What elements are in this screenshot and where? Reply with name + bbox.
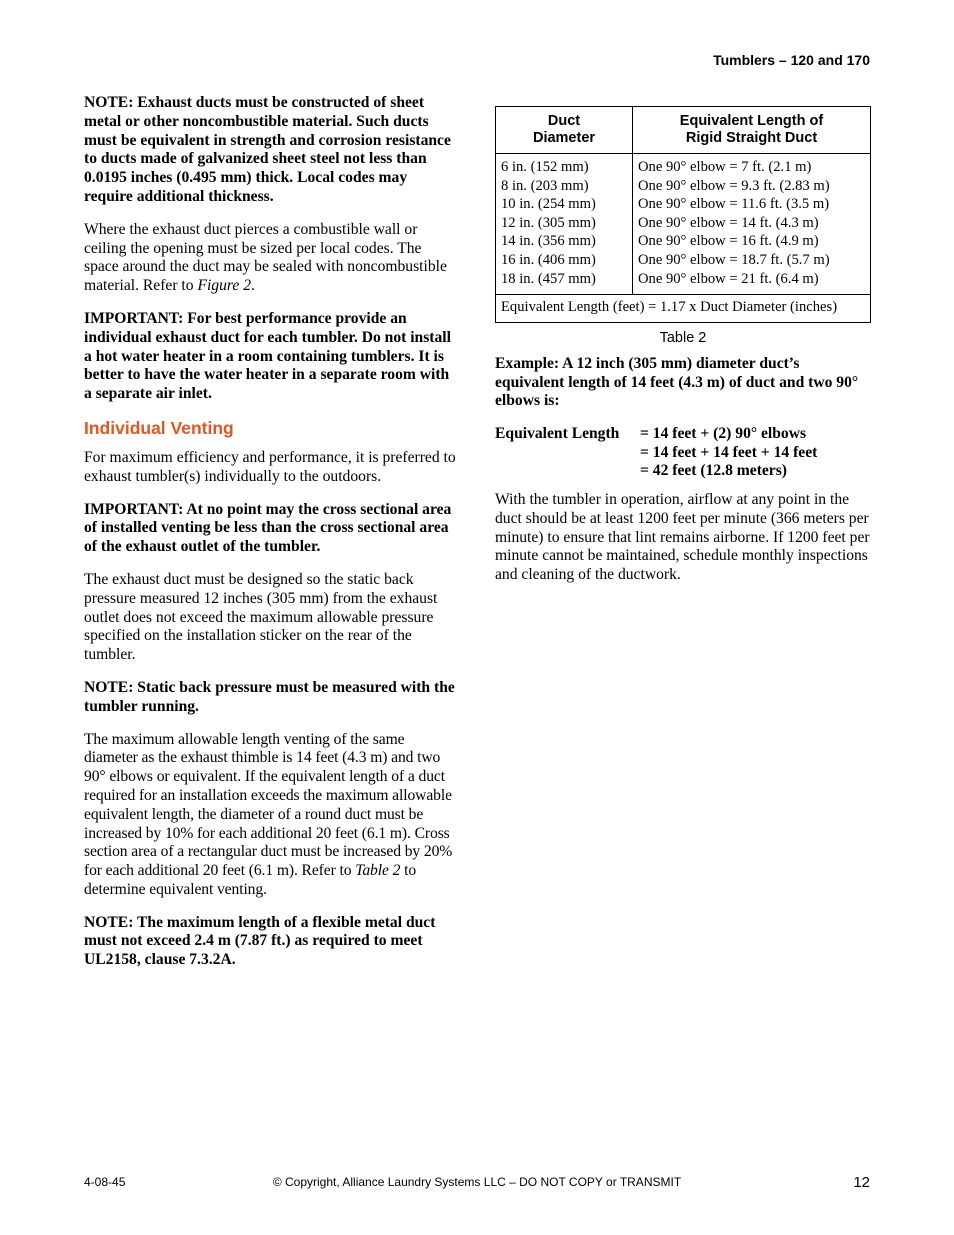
important-cross-sectional-area: IMPORTANT: At no point may the cross sectional area of installed venting be less than the cross sectional area of the exhaust outlet of the tumbler.	[84, 500, 452, 556]
paragraph-combustible-wall	[84, 221, 458, 296]
length-value: One 90° elbow = 21 ft. (6.4 m)	[638, 270, 819, 287]
table-formula: Equivalent Length (feet) = 1.17 x Duct Diameter (inches)	[496, 295, 871, 323]
table-footer-row	[496, 295, 871, 323]
equation-spacer	[495, 444, 640, 463]
header-line: Duct	[547, 113, 581, 129]
diameter-value: 14 in. (356 mm)	[501, 233, 596, 250]
document-number: 4-08-45	[84, 1175, 126, 1189]
paragraph-efficiency: For maximum efficiency and performance, it is preferred to exhaust tumbler(s) individually to the outdoors.	[84, 448, 456, 485]
copyright-notice: © Copyright, Alliance Laundry Systems LLC – DO NOT COPY or TRANSMIT	[272, 1175, 682, 1189]
equation-line: = 14 feet + 14 feet + 14 feet	[640, 443, 818, 461]
figure-reference-link: Figure 2	[197, 277, 251, 295]
table-header-row	[496, 107, 871, 154]
length-value: One 90° elbow = 16 ft. (4.9 m)	[638, 233, 819, 250]
paragraph-text: Where the exhaust duct pierces a combustible wall or ceiling the opening must be sized per local codes. The space around the duct may be sealed with noncombustible material. Refer to	[84, 220, 447, 295]
paragraph-text: The maximum allowable length venting of the same diameter as the exhaust thimble is 14 feet (4.3 m) and two 90° elbows or equivalent. If the equivalent length of a duct required for an installation exceeds the maximum allowable equivalent length, the diameter of a round duct must be increased by 10% for each additional 20 feet (6.1 m). Cross section area of a rectangular duct must be increased by 20% for each additional 20 feet (6.1 m). Refer to	[84, 730, 453, 880]
header-line: Diameter	[532, 130, 596, 146]
table-row	[496, 154, 871, 295]
equation-line: = 42 feet (12.8 meters)	[640, 462, 787, 480]
header-line: Rigid Straight Duct	[685, 130, 818, 146]
important-individual-duct: IMPORTANT: For best performance provide an individual exhaust duct for each tumbler. Do not install a hot water heater in a room containing tumblers. It is better to have the water heater in a separate room with a separate air inlet.	[84, 309, 451, 403]
paragraph-airflow: With the tumbler in operation, airflow at any point in the duct should be at least 1200 feet per minute (366 meters per minute) to ensure that lint remains airborne. If 1200 feet per minute cannot be maintained, schedule monthly inspections and cleaning of the ductwork.	[495, 490, 870, 584]
length-value: One 90° elbow = 18.7 ft. (5.7 m)	[638, 251, 830, 268]
paragraph-end: to determine equivalent venting.	[84, 862, 417, 898]
paragraph-max-length	[84, 731, 458, 900]
page-number: 12	[853, 1174, 870, 1191]
diameter-value: 8 in. (203 mm)	[501, 177, 589, 194]
right-column	[495, 106, 871, 599]
length-value: One 90° elbow = 9.3 ft. (2.83 m)	[638, 177, 830, 194]
equation-line: = 14 feet + (2) 90° elbows	[640, 425, 807, 443]
page-header-title: Tumblers – 120 and 170	[713, 52, 870, 68]
equation-spacer	[495, 462, 640, 481]
paragraph-static-back-pressure: The exhaust duct must be designed so the static back pressure measured 12 inches (305 mm) from the exhaust outlet does not exceed the maximum allowable pressure specified on the installation sticker on the rear of the tumbler.	[84, 570, 438, 664]
diameter-value: 18 in. (457 mm)	[501, 270, 596, 287]
note-flexible-duct: NOTE: The maximum length of a flexible metal duct must not exceed 2.4 m (7.87 ft.) as required to meet UL2158, clause 7.3.2A.	[84, 913, 436, 969]
note-exhaust-duct-material: NOTE: Exhaust ducts must be constructed of sheet metal or other noncombustible material. Such ducts must be equivalent in strength and corrosion resistance to ducts made of galvanized sheet steel not less than 0.0195 inches (0.495 mm) thick. Local codes may require additional thickness.	[84, 94, 451, 205]
equation-label: Equivalent Length	[495, 425, 620, 443]
section-heading-individual-venting: Individual Venting	[84, 417, 234, 438]
length-value: One 90° elbow = 11.6 ft. (3.5 m)	[638, 196, 830, 213]
table-reference-link: Table 2	[355, 862, 401, 880]
diameter-cell	[496, 154, 633, 295]
length-value: One 90° elbow = 7 ft. (2.1 m)	[638, 159, 812, 175]
note-static-pressure: NOTE: Static back pressure must be measured with the tumbler running.	[84, 678, 455, 715]
example-text: Example: A 12 inch (305 mm) diameter duct’s equivalent length of 14 feet (4.3 m) of duct and two 90° elbows is:	[495, 354, 859, 410]
diameter-value: 10 in. (254 mm)	[501, 196, 596, 213]
equivalent-length-table	[495, 106, 871, 323]
paragraph-end: .	[251, 277, 255, 295]
diameter-value: 12 in. (305 mm)	[501, 214, 596, 231]
table-caption: Table 2	[659, 329, 707, 346]
length-value: One 90° elbow = 14 ft. (4.3 m)	[638, 214, 819, 231]
equation-block	[495, 425, 871, 481]
length-cell	[633, 154, 871, 295]
diameter-value: 6 in. (152 mm)	[501, 159, 589, 175]
header-equivalent-length	[633, 107, 871, 154]
diameter-value: 16 in. (406 mm)	[501, 251, 596, 268]
left-column	[84, 94, 458, 984]
header-duct-diameter	[496, 107, 633, 154]
header-line: Equivalent Length of	[679, 113, 824, 129]
